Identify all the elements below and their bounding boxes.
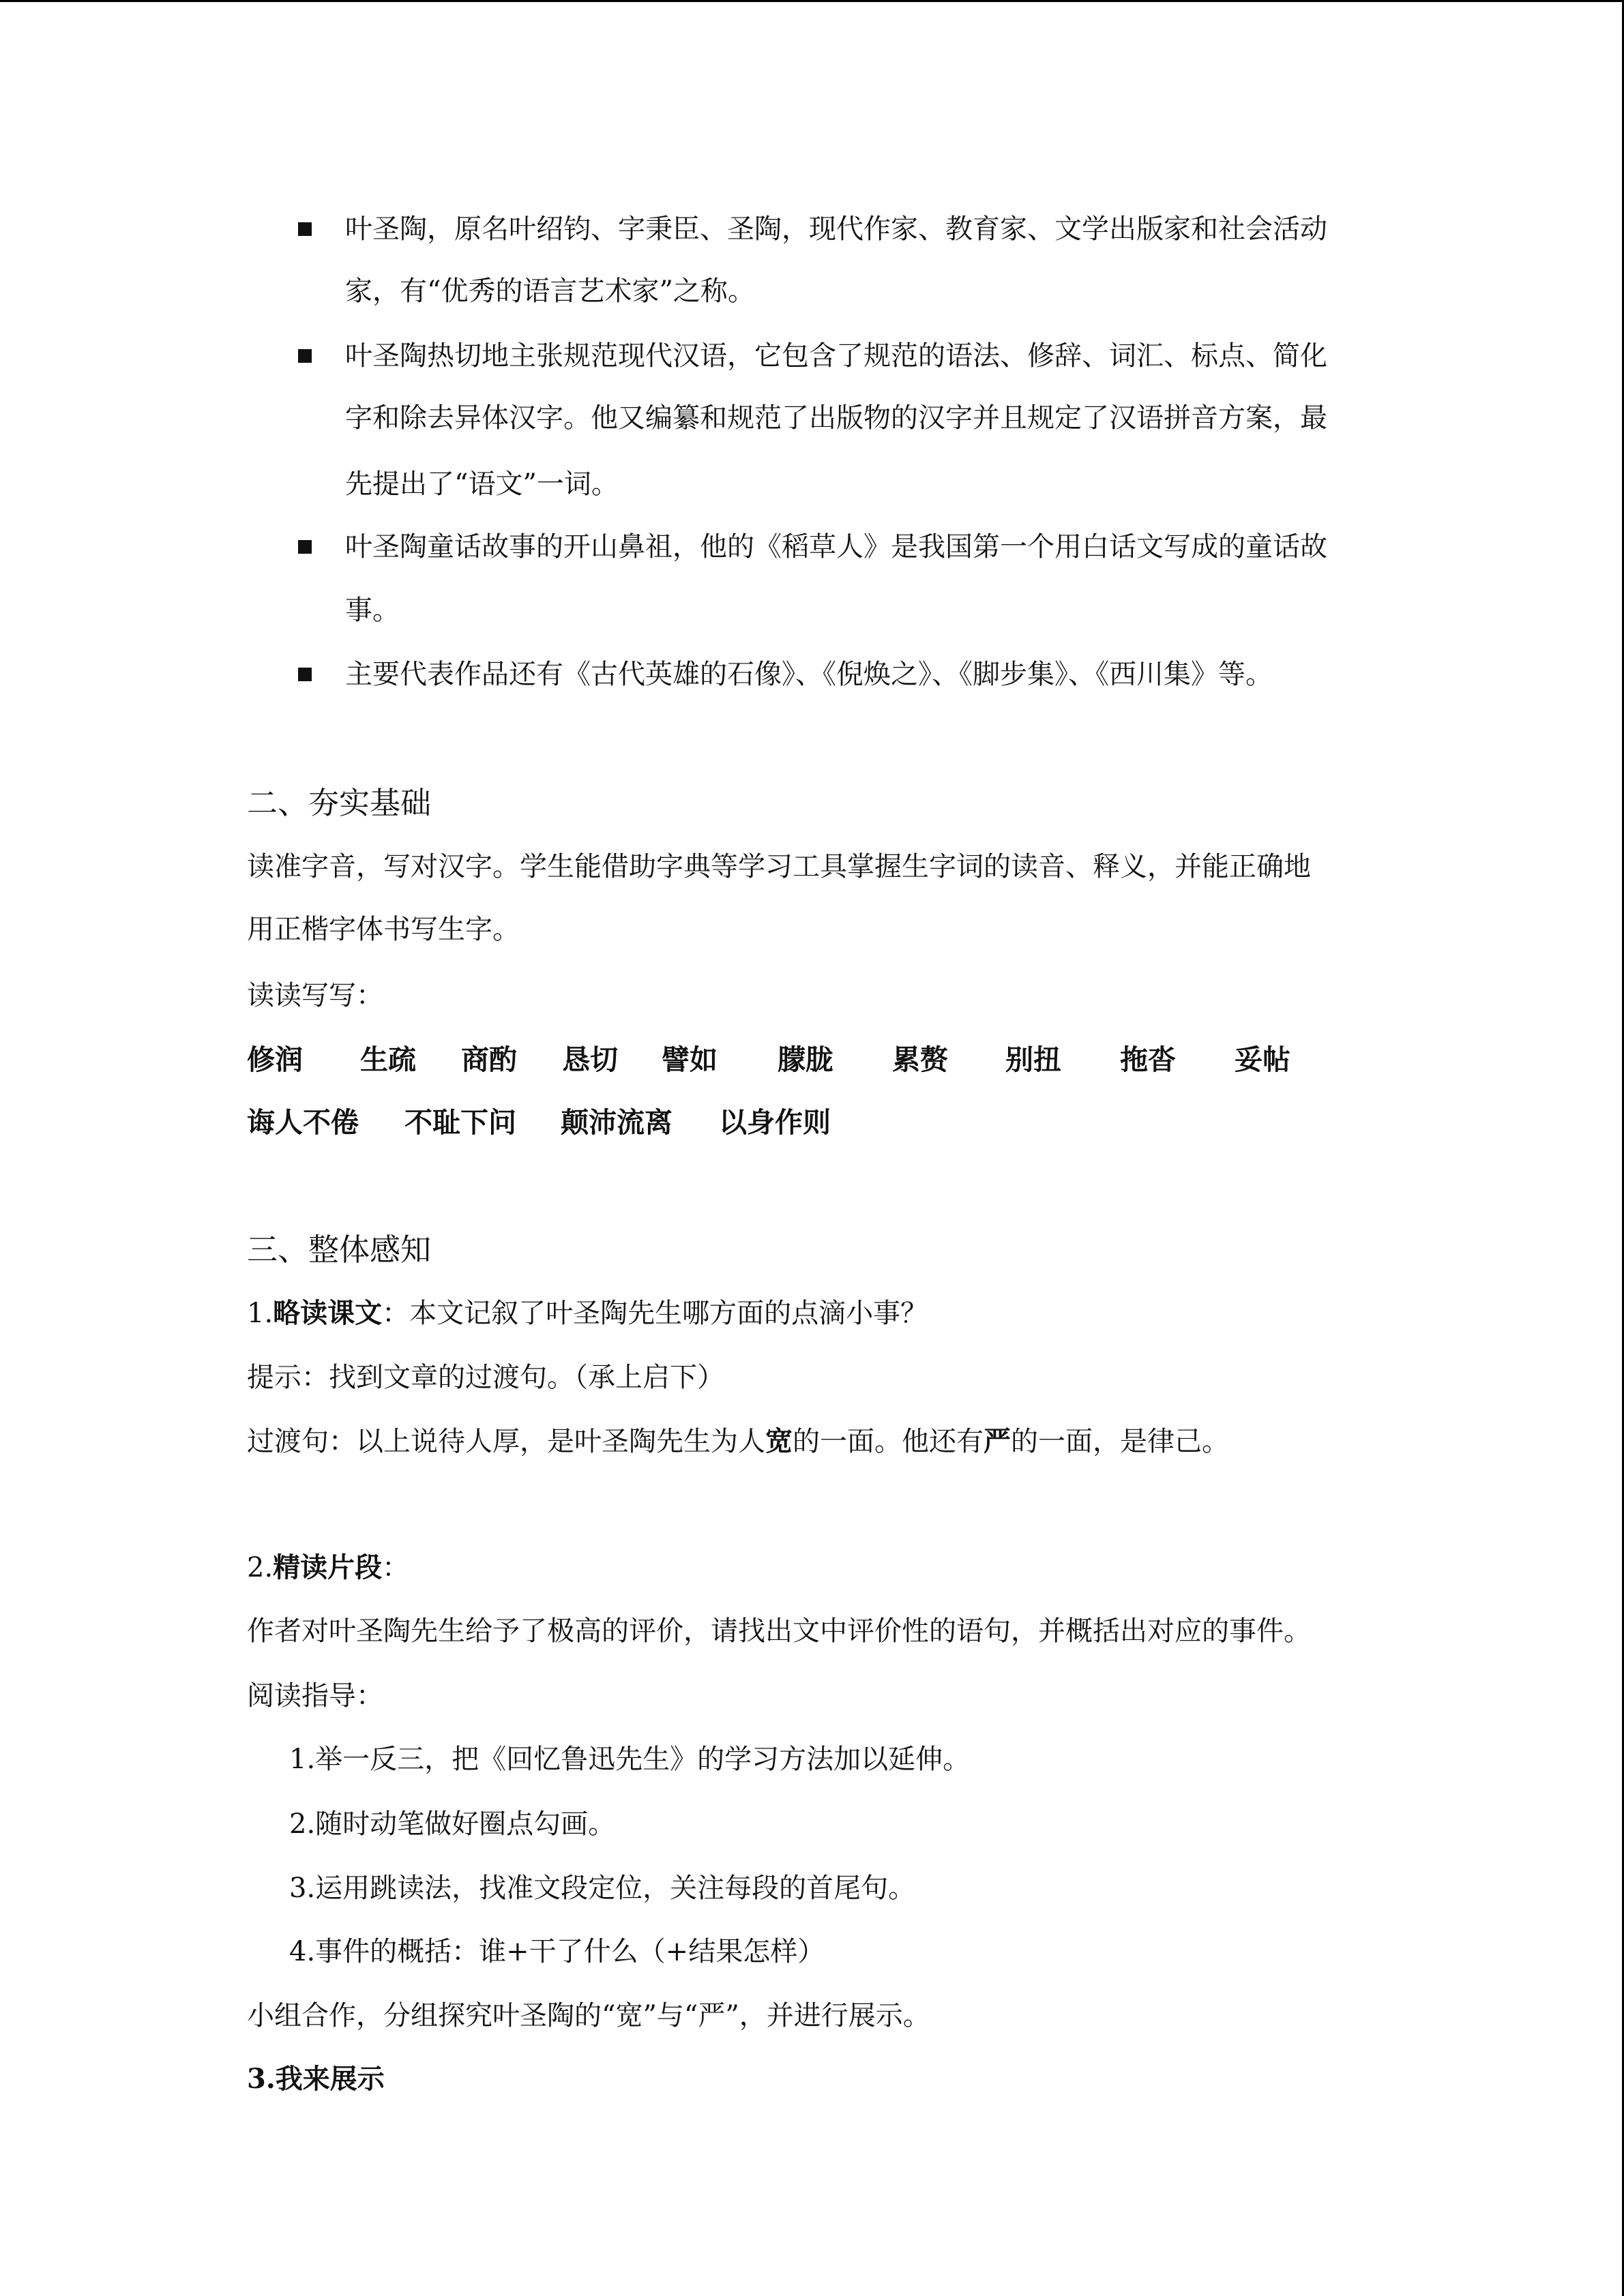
bullet-square-icon xyxy=(298,540,312,554)
bullet-2-line-2: 字和除去异体汉字。他又编纂和规范了出版物的汉字并且规定了汉语拼音方案，最 xyxy=(345,402,1327,434)
hint-text: 提示：找到文章的过渡句。（承上启下） xyxy=(247,1362,724,1393)
transition-part: 的一面。他还有 xyxy=(793,1426,984,1457)
vocab-idiom: 诲人不倦 xyxy=(247,1106,359,1139)
keyword-kuan: 宽 xyxy=(765,1425,793,1457)
vocab-idiom: 不耻下问 xyxy=(404,1106,516,1139)
section-2-heading: 二、夯实基础 xyxy=(247,785,432,821)
vocab-word: 妥帖 xyxy=(1235,1043,1290,1076)
vocab-word: 商酌 xyxy=(461,1043,517,1076)
question-2-label: 精读片段 xyxy=(273,1551,383,1583)
vocab-word: 朦胧 xyxy=(778,1043,833,1076)
bullet-2-line-1: 叶圣陶热切地主张规范现代汉语，它包含了规范的语法、修辞、词汇、标点、简化 xyxy=(345,340,1327,372)
question-1-number: 1. xyxy=(247,1298,274,1329)
section-2-desc-line-2: 用正楷字体书写生字。 xyxy=(247,914,520,945)
keyword-yan: 严 xyxy=(984,1425,1011,1457)
guide-item: 3.运用跳读法，找准文段定位，关注每段的首尾句。 xyxy=(289,1873,916,1904)
guide-item: 1.举一反三，把《回忆鲁迅先生》的学习方法加以延伸。 xyxy=(289,1744,971,1775)
guide-item: 4.事件的概括：谁+干了什么（+结果怎样） xyxy=(289,1936,825,1967)
transition-sentence xyxy=(247,1425,1229,1458)
vocab-word: 累赘 xyxy=(892,1043,948,1076)
bullet-square-icon xyxy=(298,668,312,681)
transition-part: 过渡句：以上说待人厚，是叶圣陶先生为人 xyxy=(247,1426,765,1457)
question-1-text: ：本文记叙了叶圣陶先生哪方面的点滴小事？ xyxy=(382,1298,928,1329)
vocab-word: 修润 xyxy=(247,1043,303,1076)
question-2-text: 作者对叶圣陶先生给予了极高的评价，请找出文中评价性的语句，并概括出对应的事件。 xyxy=(247,1615,1311,1647)
question-1-title: 略读课文 xyxy=(273,1297,383,1329)
vocab-word: 别扭 xyxy=(1005,1043,1061,1076)
bullet-1-line-1: 叶圣陶，原名叶绍钧、字秉臣、圣陶，现代作家、教育家、文学出版家和社会活动 xyxy=(345,213,1327,245)
question-2-colon: ： xyxy=(382,1552,410,1583)
bullet-3-line-1: 叶圣陶童话故事的开山鼻祖，他的《稻草人》是我国第一个用白话文写成的童话故 xyxy=(345,531,1327,563)
bullet-square-icon xyxy=(298,349,312,363)
section-3-heading: 三、整体感知 xyxy=(247,1232,432,1268)
vocab-word: 生疏 xyxy=(360,1043,416,1076)
bullet-square-icon xyxy=(298,222,312,236)
guide-item: 2.随时动笔做好圈点勾画。 xyxy=(289,1808,616,1840)
bullet-3-line-2: 事。 xyxy=(345,595,400,626)
question-2-title xyxy=(247,1551,409,1584)
group-task: 小组合作，分组探究叶圣陶的“宽”与“严”，并进行展示。 xyxy=(247,2000,930,2031)
vocab-label: 读读写写： xyxy=(247,980,383,1011)
question-3-title: 3.我来展示 xyxy=(247,2063,385,2095)
bullet-2-line-3: 先提出了“语文”一词。 xyxy=(345,468,619,500)
reading-guide-label: 阅读指导： xyxy=(247,1680,383,1712)
bullet-1-line-2: 家，有“优秀的语言艺术家”之称。 xyxy=(345,275,755,307)
vocab-idiom: 以身作则 xyxy=(719,1106,831,1139)
bullet-4-line-1: 主要代表作品还有《古代英雄的石像》、《倪焕之》、《脚步集》、《西川集》等。 xyxy=(345,659,1273,690)
vocab-word: 恳切 xyxy=(562,1043,618,1076)
question-1 xyxy=(247,1297,928,1330)
transition-part: 的一面，是律己。 xyxy=(1011,1426,1229,1457)
vocab-idiom: 颠沛流离 xyxy=(561,1106,673,1139)
question-2-number: 2. xyxy=(247,1552,274,1583)
vocab-word: 拖沓 xyxy=(1120,1043,1176,1076)
section-2-desc-line-1: 读准字音，写对汉字。学生能借助字典等学习工具掌握生字词的读音、释义，并能正确地 xyxy=(247,851,1311,882)
vocab-word: 譬如 xyxy=(662,1043,718,1076)
